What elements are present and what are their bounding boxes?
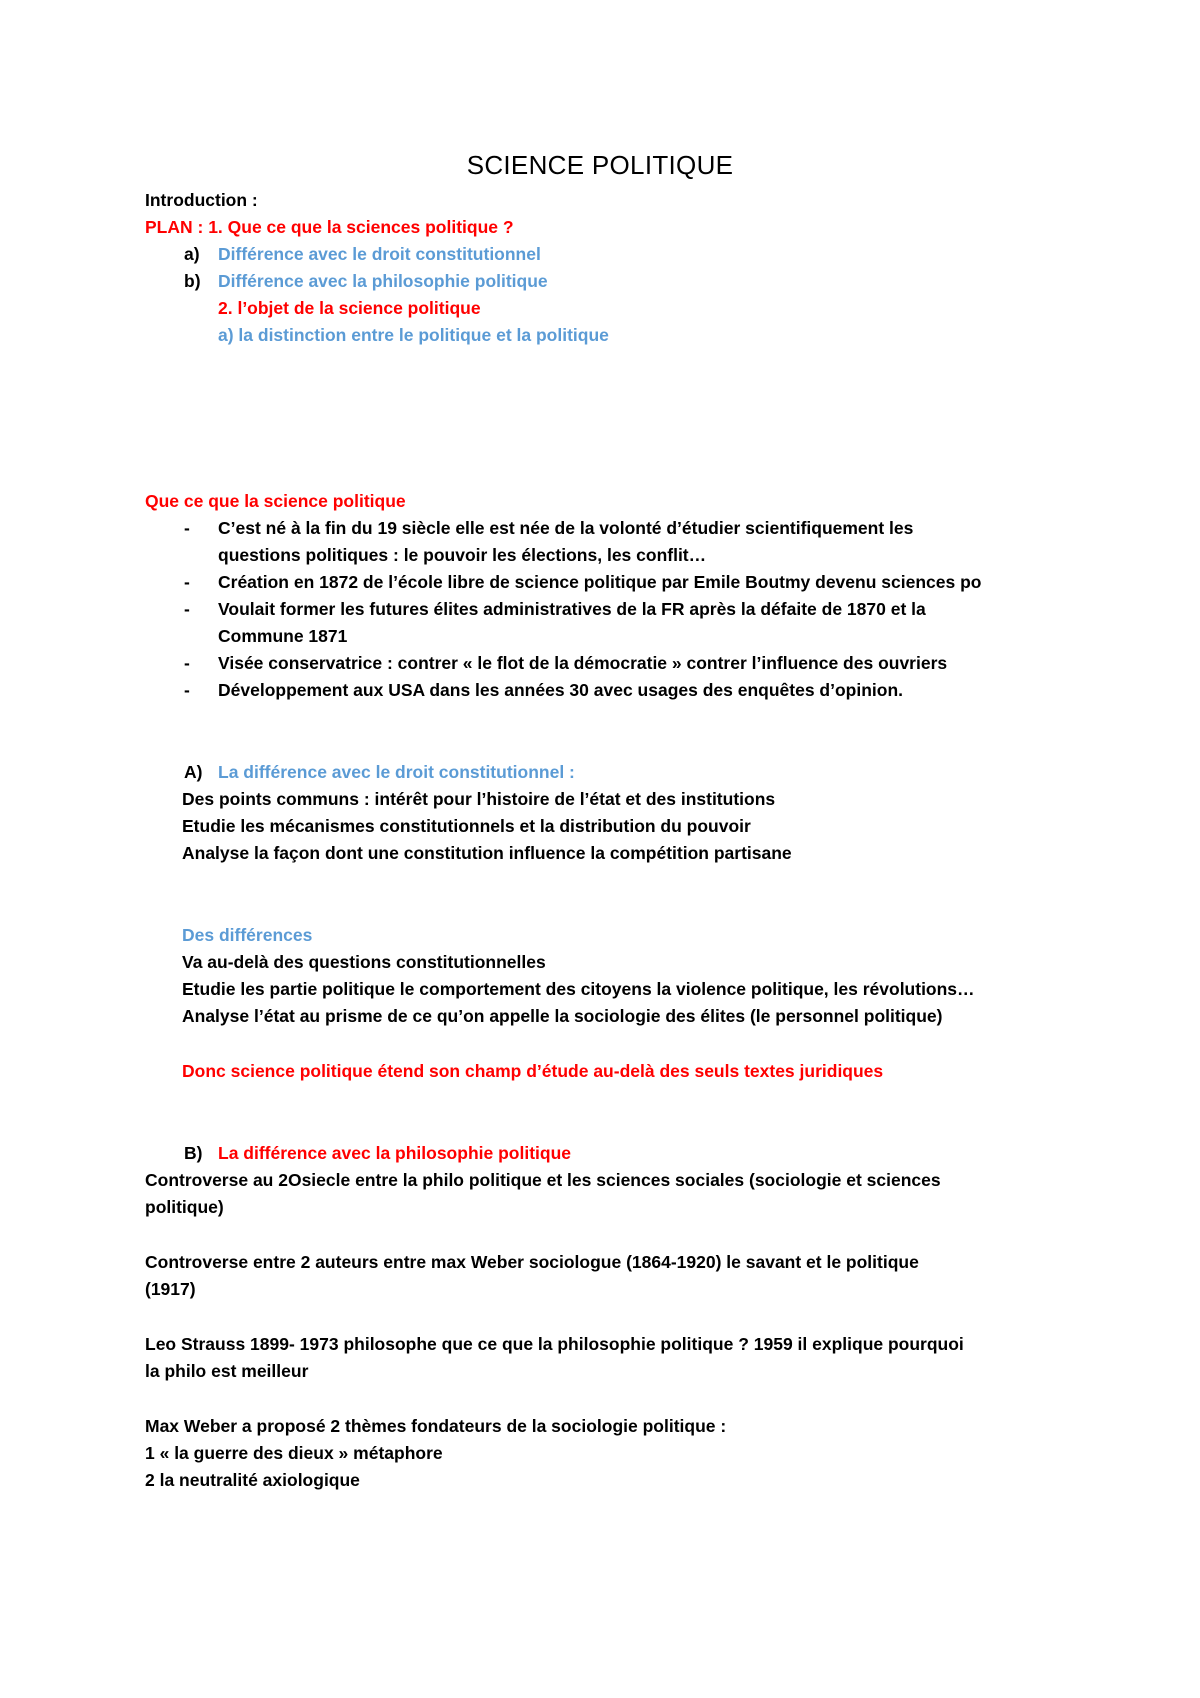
bullet-dash: - [184, 653, 190, 673]
plan-b-text: Différence avec la philosophie politique [218, 271, 548, 291]
section-b-paragraph-3-line-1: Leo Strauss 1899- 1973 philosophe que ce que la philosophie politique ? 1959 il explique pourquoi [145, 1334, 964, 1354]
plan-line-1: PLAN : 1. Que ce que la sciences politique ? [145, 217, 514, 237]
differences-line-1: Va au-delà des questions constitutionnelles [182, 952, 546, 972]
section-a-line-1: Des points communs : intérêt pour l’histoire de l’état et des institutions [182, 789, 776, 809]
differences-heading: Des différences [182, 925, 313, 945]
section-b-paragraph-3-line-2: la philo est meilleur [145, 1361, 309, 1381]
section-1-bullet-5: Développement aux USA dans les années 30 avec usages des enquêtes d’opinion. [218, 680, 904, 700]
section-b-heading: La différence avec la philosophie politique [218, 1143, 571, 1163]
plan-b-marker: b) [184, 271, 201, 291]
intro-label: Introduction : [145, 190, 258, 210]
section-1-bullet-3-line-1: Voulait former les futures élites administratives de la FR après la défaite de 1870 et la [218, 599, 926, 619]
section-b-paragraph-4-line-2: 1 « la guerre des dieux » métaphore [145, 1443, 443, 1463]
section-b-paragraph-4-line-1: Max Weber a proposé 2 thèmes fondateurs de la sociologie politique : [145, 1416, 727, 1436]
bullet-dash: - [184, 518, 190, 538]
section-a-conclusion: Donc science politique étend son champ d’étude au-delà des seuls textes juridiques [182, 1061, 884, 1081]
section-1-heading: Que ce que la science politique [145, 491, 406, 511]
section-1-bullet-3-line-2: Commune 1871 [218, 626, 348, 646]
section-b-paragraph-1-line-1: Controverse au 2Osiecle entre la philo politique et les sciences sociales (sociologie et sciences [145, 1170, 941, 1190]
section-b-paragraph-1-line-2: politique) [145, 1197, 224, 1217]
section-a-heading: La différence avec le droit constitutionnel : [218, 762, 575, 782]
section-a-line-2: Etudie les mécanismes constitutionnels et la distribution du pouvoir [182, 816, 751, 836]
section-a-line-3: Analyse la façon dont une constitution influence la compétition partisane [182, 843, 792, 863]
section-1-bullet-1-line-2: questions politiques : le pouvoir les élections, les conflit… [218, 545, 707, 565]
plan-line-2a: a) la distinction entre le politique et la politique [218, 325, 609, 345]
section-1-bullet-1-line-1: C’est né à la fin du 19 siècle elle est née de la volonté d’étudier scientifiquement les [218, 518, 914, 538]
section-b-paragraph-2-line-1: Controverse entre 2 auteurs entre max Weber sociologue (1864-1920) le savant et le politique [145, 1252, 919, 1272]
bullet-dash: - [184, 599, 190, 619]
document-title: SCIENCE POLITIQUE [466, 150, 734, 180]
section-b-paragraph-2-line-2: (1917) [145, 1279, 196, 1299]
plan-a-text: Différence avec le droit constitutionnel [218, 244, 541, 264]
differences-line-3: Analyse l’état au prisme de ce qu’on appelle la sociologie des élites (le personnel politique) [182, 1006, 943, 1026]
bullet-dash: - [184, 680, 190, 700]
section-1-bullet-4: Visée conservatrice : contrer « le flot de la démocratie » contrer l’influence des ouvriers [218, 653, 948, 673]
section-a-marker: A) [184, 762, 203, 782]
bullet-dash: - [184, 572, 190, 592]
plan-a-marker: a) [184, 244, 200, 264]
section-1-bullet-2: Création en 1872 de l’école libre de science politique par Emile Boutmy devenu sciences po [218, 572, 982, 592]
differences-line-2: Etudie les partie politique le comportement des citoyens la violence politique, les révolutions… [182, 979, 975, 999]
plan-line-2: 2. l’objet de la science politique [218, 298, 481, 318]
section-b-marker: B) [184, 1143, 203, 1163]
section-b-paragraph-4-line-3: 2 la neutralité axiologique [145, 1470, 360, 1490]
